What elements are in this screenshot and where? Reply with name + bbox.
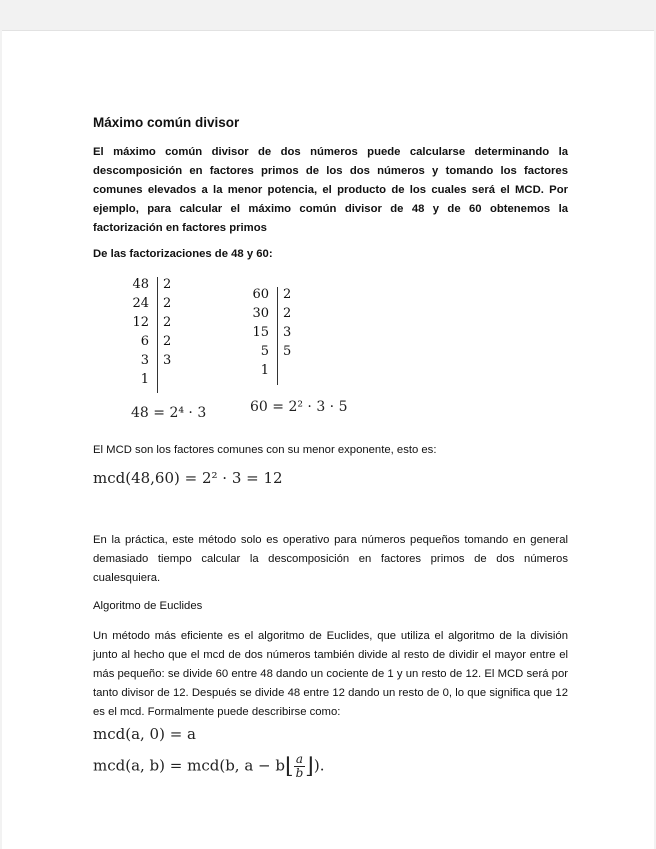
table-60-row — [249, 363, 309, 383]
table-48-factor: 2 — [163, 315, 172, 330]
table-48-dividend: 3 — [140, 353, 149, 368]
practice-paragraph: En la práctica, este método solo es operativo para números pequeños tomando en general demasiado tiempo calcular la descomposición en factores primos de dos números cualesquiera. — [93, 534, 568, 584]
table-48-dividend: 12 — [132, 315, 149, 330]
table-60-row — [249, 325, 309, 345]
table-48-row — [129, 315, 189, 335]
table-60-factor: 3 — [283, 325, 292, 340]
factor-table-60 — [249, 287, 319, 387]
table-60-dividend: 15 — [252, 325, 269, 340]
mcd-sentence: El MCD son los factores comunes con su menor exponente, esto es: — [93, 444, 437, 456]
table-60-row — [249, 344, 309, 364]
formula-mcd-a-b — [93, 753, 324, 780]
table-48-row — [129, 353, 189, 373]
table-60-factor: 5 — [283, 344, 292, 359]
equation-60-text: 60 = 2² · 3 · 5 — [250, 399, 348, 415]
fraction-denominator: b — [295, 766, 304, 780]
fraction-numerator: a — [294, 753, 306, 767]
euclid-paragraph: Un método más eficiente es el algoritmo de Euclides, que utiliza el algoritmo de la división junto al hecho que el mcd de dos números también divide al resto de dividir el mayor entre el más pequeño: se divide 60 entre 48 dando un cociente de 1 y un resto de 12. El MCD será por tanto divisor de 12. Después se divide 48 entre 12 dando un resto de 0, lo que significa que 12 es el mcd. Formalmente puede describirse como: — [93, 630, 568, 718]
table-48-row — [129, 372, 189, 392]
formula-mcd-a-0: mcd(a, 0) = a — [93, 725, 197, 743]
table-48-dividend: 6 — [140, 334, 149, 349]
table-60-row — [249, 306, 309, 326]
floor-open: ⌊ — [284, 754, 294, 779]
mcd-equation: mcd(48,60) = 2² · 3 = 12 — [93, 469, 283, 487]
table-60-row — [249, 287, 309, 307]
table-48-factor: 3 — [163, 353, 172, 368]
page-title: Máximo común divisor — [93, 115, 240, 130]
table-48-factor: 2 — [163, 277, 172, 292]
table-48-factor: 2 — [163, 334, 172, 349]
factorizations-heading: De las factorizaciones de 48 y 60: — [93, 248, 273, 260]
table-60-factor: 2 — [283, 287, 292, 302]
table-48-factor: 2 — [163, 296, 172, 311]
table-48-row — [129, 334, 189, 354]
equation-48-text: 48 = 2⁴ · 3 — [131, 405, 207, 421]
equation-60 — [250, 399, 347, 415]
document-page — [2, 30, 654, 849]
euclid-heading: Algoritmo de Euclides — [93, 600, 203, 612]
intro-paragraph: El máximo común divisor de dos números puede calcularse determinando la descomposición en factores primos de los dos números y tomando los factores comunes elevados a la menor potencia, el producto de los cuales será el MCD. Por ejemplo, para calcular el máximo común divisor de 48 y de 60 obtenemos la factorización en factores primos — [93, 146, 568, 234]
formula-prefix: mcd(a, b) = mcd(b, a − b — [93, 756, 285, 775]
table-60-dividend: 5 — [260, 344, 269, 359]
floor-close: ⌋ — [305, 754, 314, 779]
formula-suffix: ). — [313, 756, 325, 775]
table-60-dividend: 60 — [252, 287, 269, 302]
table-48-dividend: 1 — [140, 372, 149, 387]
fraction — [294, 753, 306, 780]
table-48-row — [129, 277, 189, 297]
table-60-dividend: 30 — [252, 306, 269, 321]
table-60-dividend: 1 — [260, 363, 269, 378]
factor-table-48 — [129, 277, 199, 397]
table-60-factor: 2 — [283, 306, 292, 321]
table-48-row — [129, 296, 189, 316]
table-48-dividend: 24 — [132, 296, 149, 311]
table-48-dividend: 48 — [132, 277, 149, 292]
equation-48 — [131, 405, 206, 421]
